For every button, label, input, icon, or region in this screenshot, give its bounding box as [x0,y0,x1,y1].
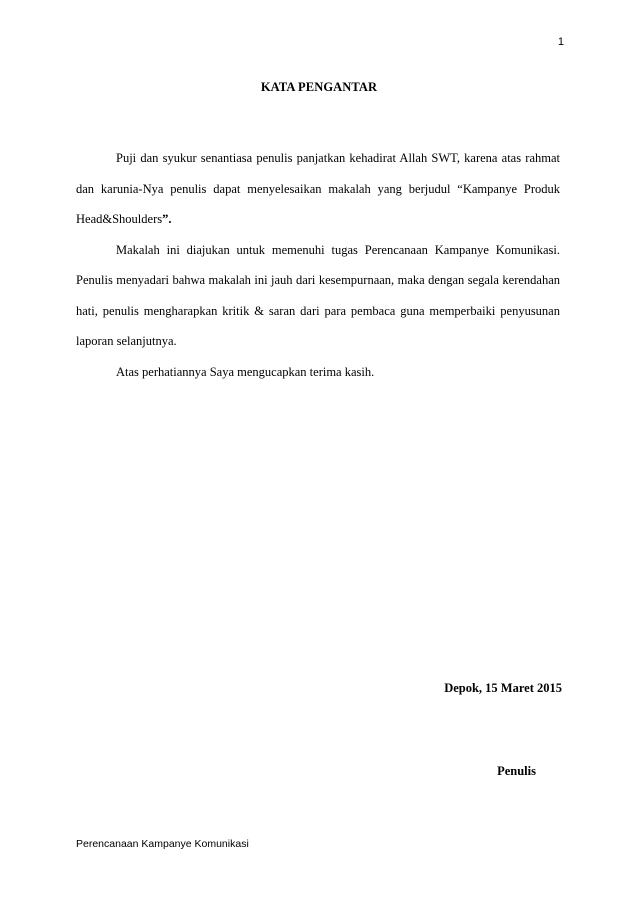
paragraph-opening-text: Puji dan syukur senantiasa penulis panjatkan kehadirat Allah SWT, karena atas rahmat dan karunia-Nya penulis dapat menyelesaikan makalah yang berjudul “Kampanye Produk Head&Shoulders [76,151,560,226]
paragraph-opening [76,143,560,235]
page-number: 1 [557,36,564,48]
paragraph-thanks: Atas perhatiannya Saya mengucapkan terima kasih. [116,364,375,379]
document-title: KATA PENGANTAR [260,80,378,94]
author-signature: Penulis [497,764,536,778]
document-body [76,143,560,387]
place-date: Depok, 15 Maret 2015 [444,681,562,695]
page-footer: Perencanaan Kampanye Komunikasi [76,838,249,850]
paragraph-opening-closing-quote: ”. [162,212,172,226]
paragraph-purpose: Makalah ini diajukan untuk memenuhi tugas Perencanaan Kampanye Komunikasi. Penulis menyadari bahwa makalah ini jauh dari kesempurnaan, maka dengan segala kerendahan hati, penulis mengharapkan kritik & saran dari para pembaca guna memperbaiki penyusunan laporan selanjutnya. [76,242,560,348]
